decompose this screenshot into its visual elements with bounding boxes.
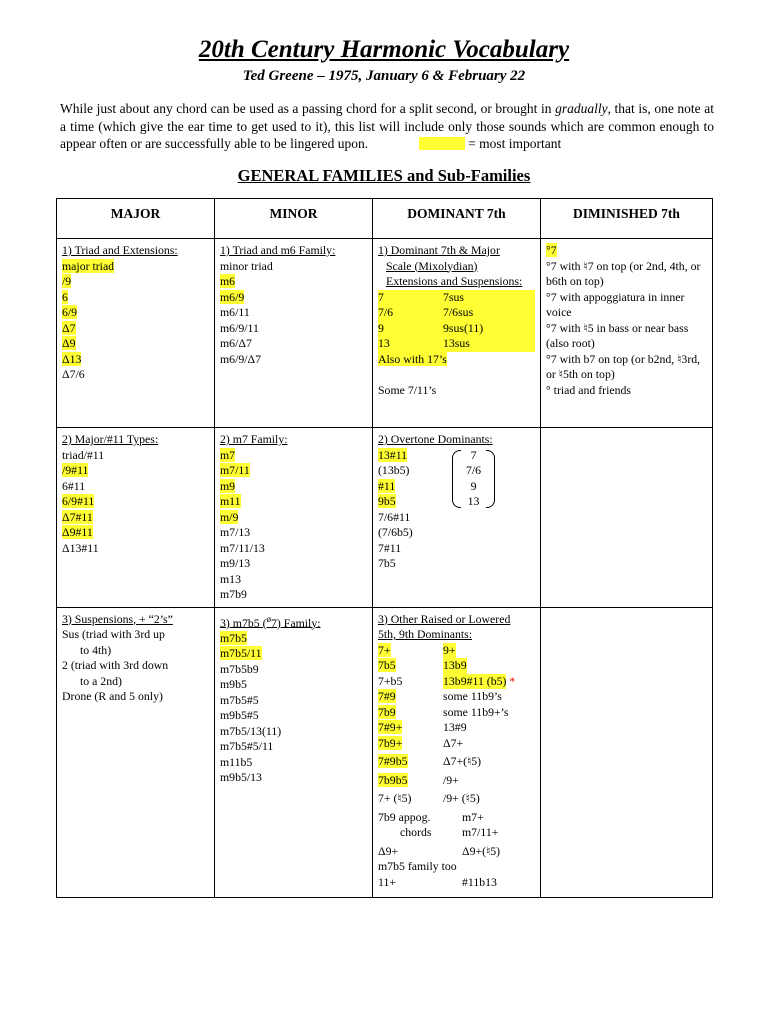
chord-item: 13b9#11 (b5) [443,673,507,688]
chord-item: Δ7+ [443,735,464,750]
chord-item: /9 [62,274,72,288]
chord-item: 7/6 [466,463,482,477]
chord-item: 6/9 [62,305,78,319]
chord-item: 6/9#11 [62,494,95,508]
chord-item: 13 [467,494,480,508]
chord-item: Δ9#11 [62,525,93,539]
chord-item: m6/9 [220,289,245,304]
dominant-cell-3 [373,607,541,897]
chord-item: m6/Δ7 [220,336,252,350]
chord-item: 7sus [443,289,464,304]
chord-item: m9b5/13 [220,770,262,785]
chord-item: Δ7#11 [62,509,93,524]
chord-item: major triad [62,258,115,273]
chord-item: 9+ [443,642,456,657]
header-dominant: DOMINANT 7th [373,199,541,239]
chord-item: 9b5 [378,494,396,508]
chord-item: 11+ [378,874,397,889]
chord-item: m/9 [220,509,239,524]
chord-item: some 11b9’s [443,689,502,703]
chord-item: m7/11+ [462,825,499,839]
chord-item: 7#9b5 [378,754,408,768]
chord-item: 7b5 [378,556,396,570]
chord-item: Δ7/6 [62,367,85,381]
major-r1-heading: 1) Triad and Extensions: [62,243,178,257]
chord-item: 7/6#11 [378,509,411,524]
minor-cell-1 [215,239,373,428]
chord-item: m7/11 [220,463,250,477]
dominant-r1-heading: 1) Dominant 7th & Major [378,243,500,257]
chord-item: °7 with b7 on top (or b2nd, ♮3rd, or ♮5th on top) [546,351,701,381]
dominant-cell-2 [373,428,541,608]
minor-cell-2 [215,428,373,608]
chord-item: Δ9+ [378,843,399,858]
chord-item: m6/9/11 [220,320,259,335]
major-cell-1 [57,239,215,428]
header-diminished: DIMINISHED 7th [541,199,713,239]
overtone-group [378,448,535,510]
table-header-row [57,199,713,239]
diminished-cell-2 [541,428,713,608]
chord-item: Sus (triad with 3rd up [62,627,165,641]
chord-item: °7 with ♮7 on top (or 2nd, 4th, or b6th on top) [546,258,701,288]
chord-item: m11b5 [220,754,253,769]
chord-item: (13b5) [378,463,410,477]
chord-item: m7b5/11 [220,646,262,661]
major-r3-heading: 3) Suspensions, + “2’s” [62,611,173,626]
chord-item: Δ13 [62,351,82,366]
chord-item: m13 [220,571,241,586]
chord-item: m9/13 [220,556,251,570]
chord-item: minor triad [220,258,273,273]
chord-item: °7 [546,243,557,257]
intro-emphasis: gradually [555,101,608,116]
major-cell-3 [57,607,215,897]
dominant-r1-heading-2: Scale (Mixolydian) [386,258,478,273]
chord-item: m7/11/13 [220,540,265,555]
table-row [57,428,713,608]
chord-item: 13#9 [443,720,467,734]
chord-item: m7 [220,447,236,462]
chord-item: m7b5 [220,630,247,645]
chord-item: 6 [62,289,68,304]
chord-item: ° triad and friends [546,382,631,397]
document-title: 20th Century Harmonic Vocabulary [198,36,570,63]
chord-item: m7b5#5/11 [220,739,274,754]
table-row [57,607,713,897]
minor-r1-heading: 1) Triad and m6 Family: [220,243,336,257]
chord-item: to a 2nd) [80,673,122,688]
chord-item: 6#11 [62,478,86,493]
chord-item: 7b9b5 [378,772,408,787]
major-cell-2 [57,428,215,608]
table-row [57,239,713,428]
intro-paragraph [60,100,714,153]
chord-item: 2 (triad with 3rd down [62,658,169,672]
dominant-r1-heading-3: Extensions and Suspensions: [386,274,523,288]
chord-item: chords [400,825,432,839]
chord-item: 7+ [378,642,391,657]
dominant-r2-heading: 2) Overtone Dominants: [378,432,493,446]
chord-item: Δ9 [62,336,76,350]
chord-note: m7b5 family too [378,859,457,873]
chord-item: triad/#11 [62,447,105,462]
star-marker: * [509,673,516,688]
dominant-r3-heading: 3) Other Raised or Lowered [378,611,511,626]
chord-item: 9 [470,478,477,493]
chord-item: 7 [378,289,384,304]
diminished-cell-1 [541,239,713,428]
chord-item: m6/9/Δ7 [220,351,262,366]
chord-note: Also with 17’s [378,351,447,366]
overtone-bracket [452,448,495,510]
highlight-legend-label: = most important [468,136,562,151]
chord-item: /9+ (♮5) [443,791,480,805]
chord-item: 7#9+ [378,720,403,734]
chord-item: #11 [378,478,396,493]
minor-cell-3 [215,607,373,897]
chord-item: 13#11 [378,447,408,462]
chord-item: m11 [220,494,241,508]
dominant-cell-1 [373,239,541,428]
chord-item: (7/6b5) [378,525,413,539]
chord-item: 7b5 [378,658,396,672]
section-title: GENERAL FAMILIES and Sub-Families [237,166,531,185]
chord-item: m7b5b9 [220,661,259,676]
chord-item: m6/11 [220,305,250,319]
chord-item: 7b9 appog. [378,809,431,824]
chord-item: to 4th) [80,642,112,657]
intro-text-before: While just about any chord can be used as a passing chord for a split second, or brought in [60,101,556,116]
chord-item: 7b9 [378,704,396,719]
chord-item: m7/13 [220,525,251,539]
chord-item: 13b9 [443,658,467,672]
major-r2-heading: 2) Major/#11 Types: [62,432,159,446]
chord-item: some 11b9+’s [443,704,509,719]
chord-item: m9b5 [220,677,247,692]
chord-item: 7b9+ [378,735,403,750]
intro-text-after: , that is, one note at a time (which give the ear time to get used to it), this list will include only those sounds which are common enough to appear often or are successfully able to be lingered upon. [60,101,714,151]
header-major: MAJOR [57,199,215,239]
chord-item: Δ13#11 [62,540,99,555]
highlight-legend-swatch [419,137,465,150]
diminished-cell-3 [541,607,713,897]
chord-item: 7#9 [378,689,396,703]
chord-item: /9+ [443,772,459,787]
chord-item: Drone (R and 5 only) [62,689,163,703]
chord-item: m7+ [462,809,484,824]
chord-item: 7+ (♮5) [378,791,412,805]
chord-item: 9sus(11) [443,320,484,335]
chord-item: m7b9 [220,587,247,601]
chord-item: Δ7 [62,320,76,335]
chord-item: m9 [220,478,236,493]
minor-r3-heading: 3) m7b5 ($^ø$7) Family: [220,613,321,630]
chord-item: Δ7+(♮5) [443,754,482,768]
chord-item: m9b5#5 [220,708,259,723]
chord-families-table [56,198,713,898]
chord-item: m6 [220,274,236,288]
chord-item: Δ9+(♮5) [462,843,501,858]
chord-item: #11b13 [462,874,497,889]
header-minor: MINOR [215,199,373,239]
chord-item: 9 [378,320,384,335]
minor-r2-heading: 2) m7 Family: [220,432,288,446]
chord-note: Some 7/11’s [378,382,437,397]
document-subtitle: Ted Greene – 1975, January 6 & February 22 [242,68,526,84]
chord-item: °7 with ♮5 in bass or near bass (also root) [546,320,689,350]
chord-item: 7#11 [378,540,402,555]
chord-item: 13 [378,336,390,350]
chord-item: 13sus [443,336,470,350]
chord-item: /9#11 [62,463,89,477]
dominant-r3-heading-2: 5th, 9th Dominants: [378,627,473,641]
chord-item: 7/6sus [443,305,474,319]
chord-item: °7 with appoggiatura in inner voice [546,289,685,319]
chord-item: m7b5#5 [220,692,259,707]
chord-item: 7/6 [378,305,394,319]
chord-item: 7 [470,447,477,462]
chord-item: m7b5/13(11) [220,723,282,738]
chord-item: 7+b5 [378,673,403,688]
